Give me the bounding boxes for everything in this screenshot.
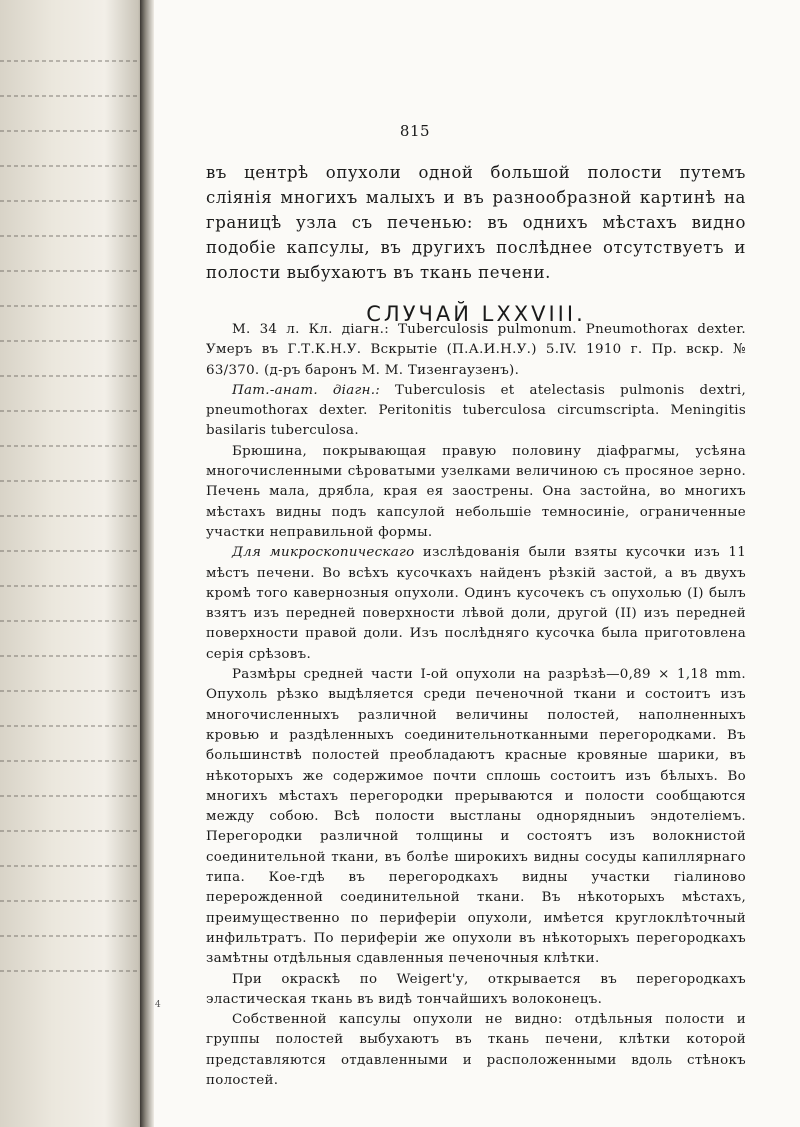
diagnosis-text: Tuberculosis et atelectasis pulmonis dextri, pneumothorax dexter. Peritonitis tuberculosa circumscripta. Meningitis basilaris tuberculosa. [206,382,746,439]
weigert-stain-paragraph: При окраскѣ по Weigert'у, открывается въ перегородкахъ эластическая ткань въ видѣ тончайшихъ волоконецъ. [206,971,746,1007]
microscopy-paragraph [206,543,746,665]
facing-page-edge [0,0,150,1127]
capsule-paragraph: Собственной капсулы опухоли не видно: отдѣльныя полости и группы полостей выбухаютъ въ ткань печени, клѣтки которой представляются отдавленными и расположенными вдоль стѣнокъ полостей. [206,1012,746,1088]
page-number: 815 [399,122,431,140]
printer-signature: 4 [155,1000,161,1010]
diagnosis-paragraph [206,381,746,442]
gross-findings-paragraph: Брюшина, покрывающая правую половину діафрагмы, усѣяна многочисленными сѣроватыми узелками величиною съ просяное зерно. Печень мала, дрябла, края ея заострены. Она застойна, во многихъ мѣстахъ видны подъ капсулой небольшіе темносиніе, ограниченные участки неправильной формы. [206,443,746,540]
microscopy-label: Для микроскопическаго [232,545,415,561]
intro-paragraph: въ центрѣ опухоли одной большой полости путемъ сліянія многихъ малыхъ и въ разнообразной картинѣ на границѣ узла съ печенью: въ однихъ мѣстахъ видно подобіе капсулы, въ другихъ послѣднее отсутствуетъ и полости выбухаютъ въ ткань печени. [206,163,746,282]
microscopy-text: изслѣдованія были взяты кусочки изъ 11 мѣстъ печени. Во всѣхъ кусочкахъ найденъ рѣзкій застой, а въ двухъ кромѣ того кавернозныя опухоли. Одинъ кусочекъ съ опухолью (I) былъ взятъ изъ передней поверхности лѣвой доли, другой (II) изъ передней поверхности правой доли. Изъ послѣдняго кусочка была приготовлена серія срѣзовъ. [206,545,747,662]
case-body [206,320,746,1091]
book-gutter [140,0,154,1127]
case-title: СЛУЧАЙ LXXVIII. [366,302,586,327]
patient-paragraph: М. 34 л. Кл. діагн.: Tuberculosis pulmonum. Pneumothorax dexter. Умеръ въ Г.Т.К.Н.У. Вскрытіе (П.А.И.Н.У.) 5.IV. 1910 г. Пр. вскр. № 63/370. (д-ръ баронъ М. М. Тизенгаузенъ). [206,322,746,378]
tumor-description-paragraph: Размѣры средней части I-ой опухоли на разрѣзѣ—0,89 × 1,18 mm. Опухоль рѣзко выдѣляется среди печеночной ткани и состоитъ изъ многочисленныхъ различной величины полостей, наполненныхъ кровью и раздѣленныхъ соединительнотканными перегородками. Въ большинствѣ полостей преобладаютъ красные кровяные шарики, въ нѣкоторыхъ же содержимое почти сплошь состоитъ изъ бѣлыхъ. Во многихъ мѣстахъ перегородки прерываются и полости сообщаются между собою. Всѣ полости выстланы однорядныиъ эндотеліемъ. Перегородки различной толщины и состоятъ изъ волокнистой соединительной ткани, въ болѣе широкихъ видны сосуды капиллярнаго типа. Кое-гдѣ въ перегородкахъ видны участки гіалиново перерожденной соединительной ткани. Въ нѣкоторыхъ мѣстахъ, преимущественно по периферіи опухоли, имѣется круглоклѣточный инфильтратъ. По периферіи же опухоли въ нѣкоторыхъ перегородкахъ замѣтны отдѣльныя сдавленныя печеночныя клѣтки. [206,667,746,967]
diagnosis-label: Пат.-анат. діагн.: [232,382,381,398]
